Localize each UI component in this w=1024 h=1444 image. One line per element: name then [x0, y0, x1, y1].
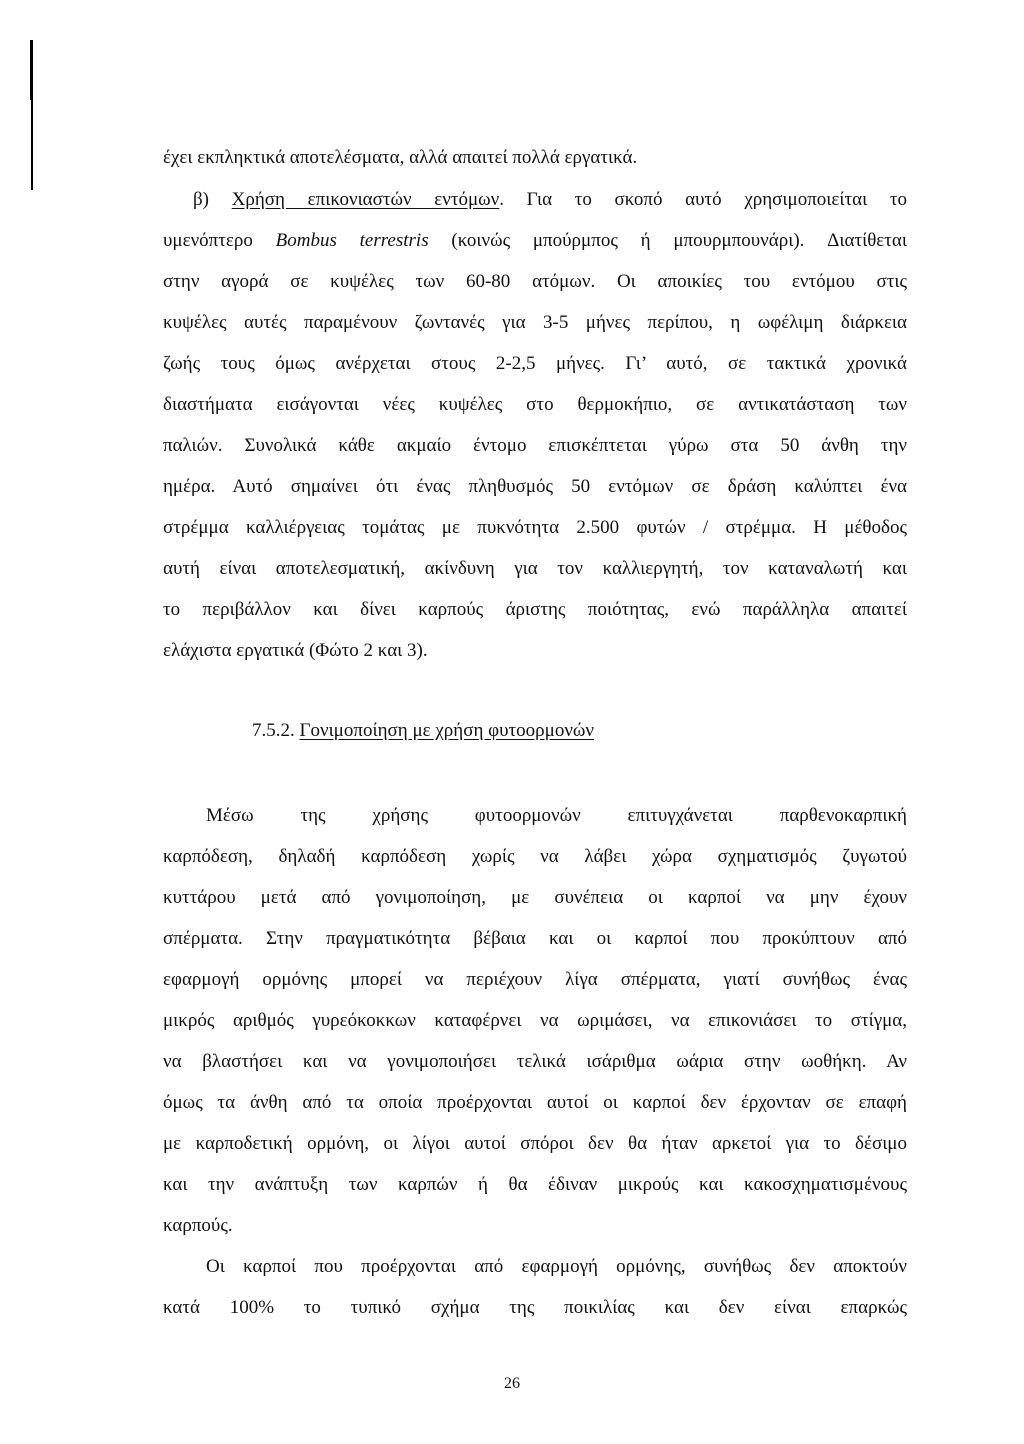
text-line [163, 229, 907, 253]
text-line: διαστήματα εισάγονται νέες κυψέλες στο θερμοκήπιο, σε αντικατάσταση των [163, 394, 907, 415]
text-fragment: . Για το σκοπό αυτό χρησιμοποιείται το [499, 189, 908, 210]
item-title: Χρήση επικονιαστών εντόμων [231, 189, 500, 210]
text-line: έχει εκπληκτικά αποτελέσματα, αλλά απαιτεί πολλά εργατικά. [163, 147, 638, 168]
item-label: β) [193, 189, 232, 210]
text-line: αυτή είναι αποτελεσματική, ακίνδυνη για τον καλλιεργητή, τον καταναλωτή και [163, 558, 907, 579]
text-line: ζωής τους όμως ανέρχεται στους 2-2,5 μήνες. Γι’ αυτό, σε τακτικά χρονικά [163, 353, 907, 374]
text-fragment: (κοινώς μπούρμπος ή μπουρμπουνάρι). Διατίθεται [428, 230, 907, 251]
text-line: κυψέλες αυτές παραμένουν ζωντανές για 3-5 μήνες περίπου, η ωφέλιμη διάρκεια [163, 312, 907, 333]
text-line: ημέρα. Αυτό σημαίνει ότι ένας πληθυσμός 50 εντόμων σε δράση καλύπτει ένα [163, 476, 907, 497]
text-line: κυττάρου μετά από γονιμοποίηση, με συνέπεια οι καρποί να μην έχουν [163, 887, 907, 908]
text-line: να βλαστήσει και να γονιμοποιήσει τελικά ισάριθμα ωάρια στην ωοθήκη. Αν [163, 1051, 907, 1072]
section-heading [252, 719, 594, 743]
section-number: 7.5.2. [252, 720, 300, 741]
text-line: μικρός αριθμός γυρεόκοκκων καταφέρνει να ωριμάσει, να επικονιάσει το στίγμα, [163, 1010, 907, 1031]
text-line: καρπόδεση, δηλαδή καρπόδεση χωρίς να λάβει χώρα σχηματισμός ζυγωτού [163, 846, 907, 867]
text-line: με καρποδετική ορμόνη, οι λίγοι αυτοί σπόροι δεν θα ήταν αρκετοί για το δέσιμο [163, 1133, 907, 1154]
page-number: 26 [504, 1375, 520, 1392]
item-b-heading-line [193, 188, 907, 212]
text-line: το περιβάλλον και δίνει καρπούς άριστης ποιότητας, ενώ παράλληλα απαιτεί [163, 599, 907, 620]
text-line: Μέσω της χρήσης φυτοορμονών επιτυγχάνεται παρθενοκαρπική [206, 805, 907, 826]
text-fragment: υμενόπτερο [163, 230, 276, 251]
text-line: και την ανάπτυξη των καρπών ή θα έδιναν μικρούς και κακοσχηματισμένους [163, 1174, 907, 1195]
text-line: εφαρμογή ορμόνης μπορεί να περιέχουν λίγα σπέρματα, γιατί συνήθως ένας [163, 969, 907, 990]
scan-edge-mark [30, 40, 33, 100]
section-title: Γονιμοποίηση με χρήση φυτοορμονών [299, 720, 594, 741]
text-line: κατά 100% το τυπικό σχήμα της ποικιλίας και δεν είναι επαρκώς [163, 1297, 907, 1318]
text-line: παλιών. Συνολικά κάθε ακμαίο έντομο επισκέπτεται γύρω στα 50 άνθη την [163, 435, 907, 456]
text-line: στρέμμα καλλιέργειας τομάτας με πυκνότητα 2.500 φυτών / στρέμμα. Η μέθοδος [163, 517, 907, 538]
text-line: Οι καρποί που προέρχονται από εφαρμογή ορμόνης, συνήθως δεν αποκτούν [206, 1256, 907, 1277]
text-line: καρπούς. [163, 1215, 233, 1236]
text-line: σπέρματα. Στην πραγματικότητα βέβαια και οι καρποί που προκύπτουν από [163, 928, 907, 949]
text-line: στην αγορά σε κυψέλες των 60-80 ατόμων. Οι αποικίες του εντόμου στις [163, 271, 907, 292]
species-name: Bombus terrestris [275, 230, 429, 251]
text-line: ελάχιστα εργατικά (Φώτο 2 και 3). [163, 640, 428, 661]
scan-edge-mark [31, 100, 33, 190]
text-line: όμως τα άνθη από τα οποία προέρχονται αυτοί οι καρποί δεν έρχονταν σε επαφή [163, 1092, 907, 1113]
